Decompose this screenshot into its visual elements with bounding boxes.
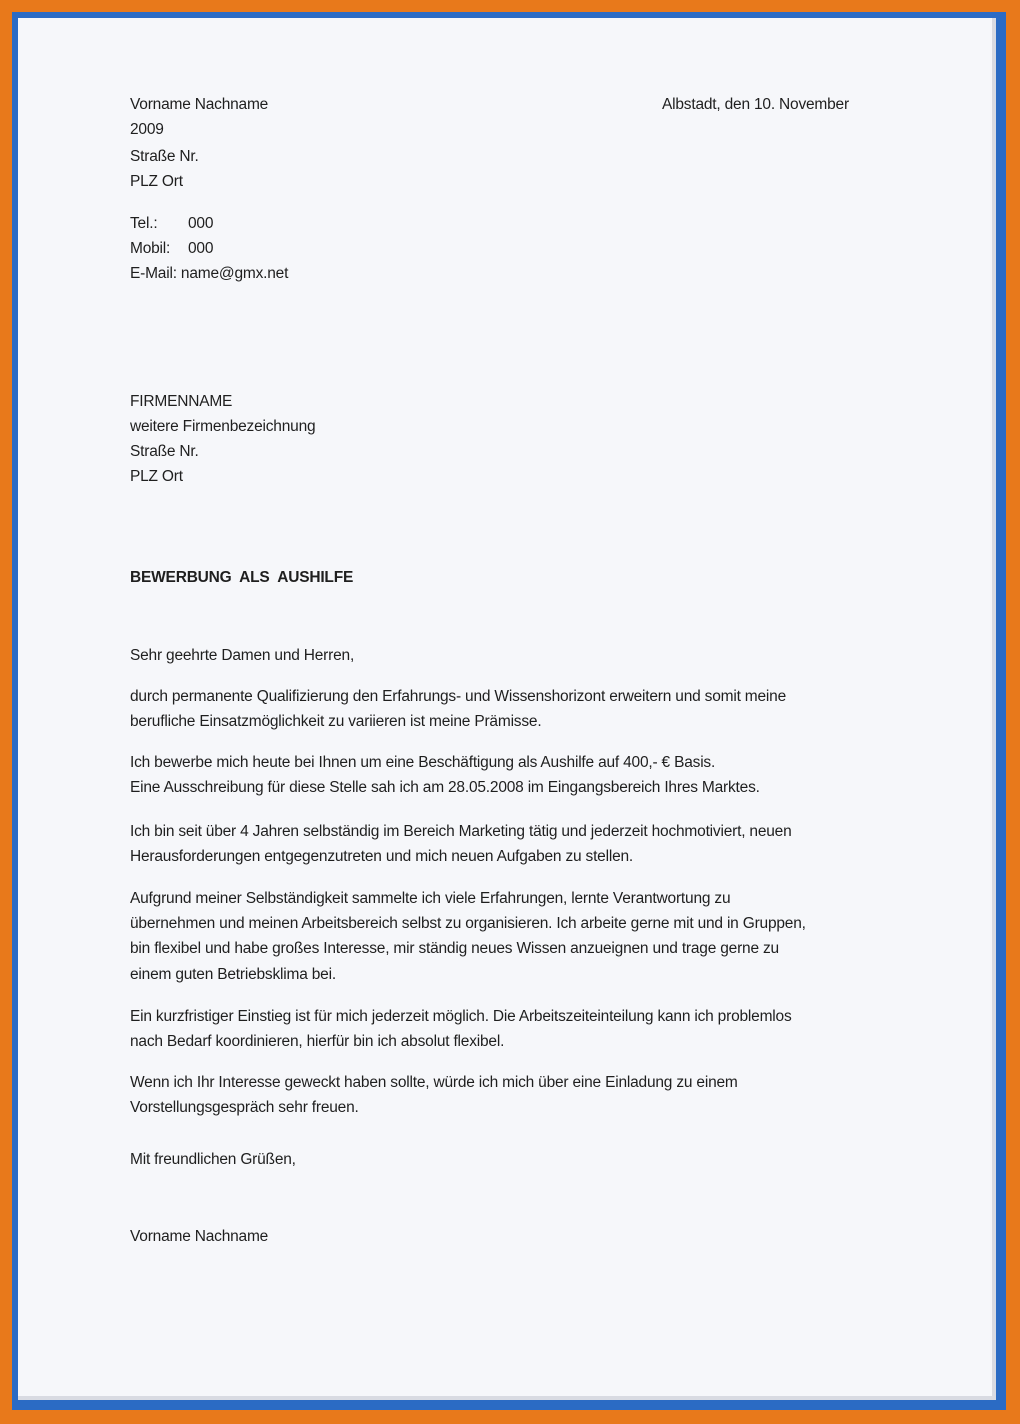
paragraph-line: Wenn ich Ihr Interesse geweckt haben sollte, würde ich mich über eine Einladung zu einem — [130, 1074, 738, 1091]
signature-name: Vorname Nachname — [130, 1228, 269, 1245]
date-line: Albstadt, den 10. November — [662, 96, 849, 113]
recipient-company-extra: weitere Firmenbezeichnung — [130, 418, 316, 435]
sender-name: Vorname Nachname — [130, 96, 269, 113]
recipient-company: FIRMENNAME — [130, 393, 233, 410]
paragraph-line: Ich bin seit über 4 Jahren selbständig im Bereich Marketing tätig und jederzeit hochmotiviert, neuen — [130, 823, 792, 840]
sender-mobil — [130, 240, 213, 258]
sender-email: E-Mail: name@gmx.net — [130, 265, 289, 282]
paragraph-line: Eine Ausschreibung für diese Stelle sah ich am 28.05.2008 im Eingangsbereich Ihres Marktes. — [130, 779, 760, 796]
subject-line: BEWERBUNG ALS AUSHILFE — [130, 569, 354, 586]
paragraph-line: Vorstellungsgespräch sehr freuen. — [130, 1099, 359, 1116]
paragraph-line: übernehmen und meinen Arbeitsbereich selbst zu organisieren. Ich arbeite gerne mit und in Gruppen, — [130, 915, 806, 932]
date-year: 2009 — [130, 121, 164, 138]
sender-city: PLZ Ort — [130, 173, 183, 190]
paragraph-line: einem guten Betriebsklima bei. — [130, 966, 336, 983]
paragraph-line: Ein kurzfristiger Einstieg ist für mich jederzeit möglich. Die Arbeitszeiteinteilung kann ich problemlos — [130, 1008, 792, 1025]
mobil-value: 000 — [188, 240, 214, 257]
salutation: Sehr geehrte Damen und Herren, — [130, 647, 355, 664]
paragraph-line: durch permanente Qualifizierung den Erfahrungs- und Wissenshorizont erweitern und somit meine — [130, 688, 786, 705]
paragraph-line: berufliche Einsatzmöglichkeit zu variieren ist meine Prämisse. — [130, 713, 542, 730]
paragraph-line: nach Bedarf koordinieren, hierfür bin ich absolut flexibel. — [130, 1033, 505, 1050]
tel-value: 000 — [188, 215, 214, 232]
tel-label: Tel.: — [130, 215, 158, 232]
paragraph-line: Ich bewerbe mich heute bei Ihnen um eine Beschäftigung als Aushilfe auf 400,- € Basis. — [130, 754, 716, 771]
mobil-label: Mobil: — [130, 240, 171, 257]
paragraph-line: bin flexibel und habe großes Interesse, mir ständig neues Wissen anzueignen und trage gerne zu — [130, 940, 779, 957]
recipient-street: Straße Nr. — [130, 443, 199, 460]
recipient-city: PLZ Ort — [130, 468, 183, 485]
paragraph-line: Herausforderungen entgegenzutreten und mich neuen Aufgaben zu stellen. — [130, 848, 634, 865]
sender-tel — [130, 215, 213, 233]
closing: Mit freundlichen Grüßen, — [130, 1151, 296, 1168]
letter-page — [18, 18, 996, 1400]
sender-street: Straße Nr. — [130, 148, 199, 165]
paragraph-line: Aufgrund meiner Selbständigkeit sammelte ich viele Erfahrungen, lernte Verantwortung zu — [130, 890, 731, 907]
